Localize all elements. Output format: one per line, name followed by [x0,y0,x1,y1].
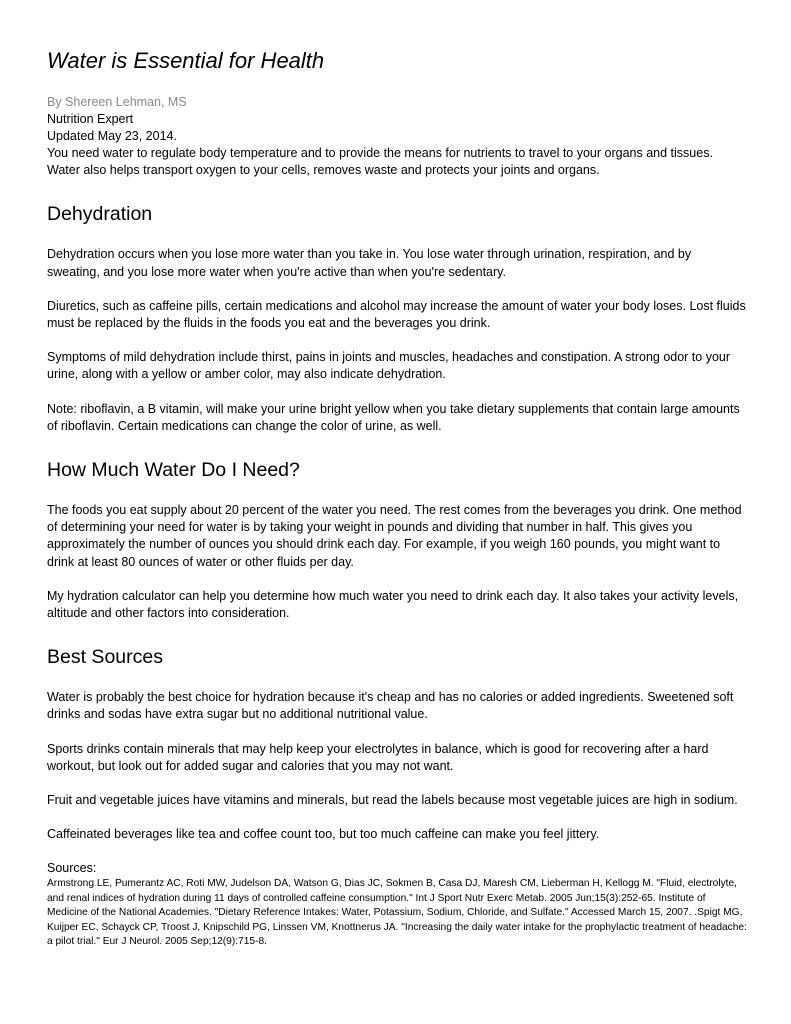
intro-paragraph: You need water to regulate body temperature and to provide the means for nutrients to travel to your organs and tissues. Water also helps transport oxygen to your cells, removes waste and protects your joints and organs. [47,146,713,178]
article [47,46,747,950]
paragraph: Caffeinated beverages like tea and coffee count too, but too much caffeine can make you feel jittery. [47,827,600,842]
paragraph: My hydration calculator can help you determine how much water you need to drink each day. It also takes your activity levels, altitude and other factors into consideration. [47,588,739,621]
section-best-sources [47,644,747,843]
author-role: Nutrition Expert [47,112,134,126]
section-how-much-water [47,457,747,622]
section-dehydration [47,201,747,435]
sources-label: Sources: [47,861,97,876]
paragraph: Diuretics, such as caffeine pills, certain medications and alcohol may increase the amount of water your body loses. Lost fluids must be replaced by the fluids in the foods you eat and the beverages you drink. [47,298,746,331]
paragraph: Note: riboflavin, a B vitamin, will make your urine bright yellow when you take dietary supplements that contain large amounts of riboflavin. Certain medications can change the color of urine, as well. [47,401,740,433]
article-author: By Shereen Lehman, MS [47,95,187,109]
section-heading-how-much-water: How Much Water Do I Need? [47,459,300,482]
sources-block [47,860,747,949]
paragraph: The foods you eat supply about 20 percent of the water you need. The rest comes from the beverages you drink. One method of determining your need for water is by taking your weight in pounds and dividing that number in half. This gives you approximately the number of ounces you should drink each day. For example, if you weigh 160 pounds, you might want to drink at least 80 ounces of water or other fluids per day. [47,503,742,569]
article-title: Water is Essential for Health [47,48,325,73]
section-heading-best-sources: Best Sources [47,646,163,669]
paragraph: Water is probably the best choice for hydration because it's cheap and has no calories or added ingredients. Sweetened soft drinks and sodas have extra sugar but no additional nutritional value. [47,690,734,722]
section-heading-dehydration: Dehydration [47,203,153,226]
paragraph: Sports drinks contain minerals that may help keep your electrolytes in balance, which is good for recovering after a hard workout, but look out for added sugar and calories that you may not want. [47,741,709,773]
sources-text: Armstrong LE, Pumerantz AC, Roti MW, Judelson DA, Watson G, Dias JC, Sokmen B, Casa DJ, Maresh CM, Lieberman H, Kellogg M. "Fluid, electrolyte, and renal indices of hydration during 11 days of controlled caffeine consumption." Int J Sport Nutr Exerc Metab. 2005 Jun;15(3):252-65. Institute of Medicine of the National Academies. "Dietary Reference Intakes: Water, Potassium, Sodium, Chloride, and Sulfate." Accessed March 15, 2007. .Spigt MG, Kuijper EC, Schayck CP, Troost J, Knipschild PG, Linssen VM, Knottnerus JA. "Increasing the daily water intake for the prophylactic treatment of headache: a pilot trial." Eur J Neurol. 2005 Sep;12(9):715-8. [47,878,747,948]
paragraph: Fruit and vegetable juices have vitamins and minerals, but read the labels because most vegetable juices are high in sodium. [47,793,738,808]
paragraph: Dehydration occurs when you lose more water than you take in. You lose water through urination, respiration, and by sweating, and you lose more water when you're active than when you're sedentary. [47,247,692,279]
paragraph: Symptoms of mild dehydration include thirst, pains in joints and muscles, headaches and constipation. A strong odor to your urine, along with a yellow or amber color, may also indicate dehydration. [47,350,731,382]
updated-date: Updated May 23, 2014. [47,129,177,143]
